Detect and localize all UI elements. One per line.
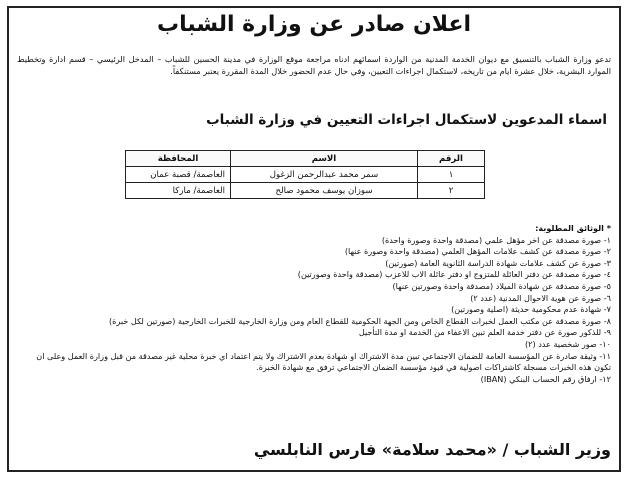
row-number: ١ [418,167,485,183]
table-row [126,167,485,183]
header-name: الاسم [231,151,418,167]
document-item: ١١- وثيقة صادرة عن المؤسسة العامة للضمان الاجتماعي تبين مدة الاشتراك او شهادة بعدم الاشتراك ولا يتم اعتماد اي خبرة محلية غير مصدقة من قبل وزارة العمل وعلى ان تكون هذه الخبرات مسجلة كاشتراكات اصولية في قيود مؤسسة الضمان الاجتماعي ترفق مع شهادة الخبرة. [36,350,611,373]
table-header-row [126,151,485,167]
invitees-heading: اسماء المدعوين لاستكمال اجراءات التعيين في وزارة الشباب [206,112,607,128]
document-item: ٦- صورة عن هوية الاحوال المدنية (عدد ٢) [470,292,611,303]
invitees-table [125,150,485,199]
minister-signature-line: وزير الشباب / «محمد سلامة» فارس النابلسي [253,440,611,459]
document-item: ٩- للذكور صورة عن دفتر خدمة العلم تبين الاعفاء من الخدمة او مدة التأجيل [358,327,611,338]
row-name: سوزان يوسف محمود صالح [231,183,418,199]
header-number: الرقم [418,151,485,167]
document-item: ٣- صورة عن كشف علامات شهادة الدراسة الثانوية العامة (صورتين) [385,257,611,268]
header-governorate: المحافظة [126,151,231,167]
document-item: ٧- شهادة عدم محكومية حديثة (اصلية وصورتين) [451,304,611,315]
document-item: ٨- صورة مصدقة عن مكتب العمل لخبرات القطاع الخاص ومن الجهة الحكومية للقطاع العام ومن وزارة الخارجية للخبرات الخارجية (صورتين لكل خبرة) [108,315,611,326]
document-item: ٤- صورة مصدقة عن دفتر العائلة للمتزوج او دفتر عائلة الاب للاعزب (مصدقة واحدة وصورتين) [297,269,611,280]
document-item: ٥- صورة مصدقة عن شهادة الميلاد (مصدقة واحدة وصورتين عنها) [392,280,611,291]
announcement-frame [7,6,621,472]
required-documents [17,223,611,385]
document-item: ١- صورة مصدقة عن اخر مؤهل علمي (مصدقة واحدة وصورة واحدة) [381,234,611,245]
table-row [126,183,485,199]
announcement-title: اعلان صادر عن وزارة الشباب [156,12,472,37]
documents-heading: * الوثائق المطلوبة: [535,223,611,233]
document-item: ١٠- صور شخصية عدد (٢) [524,338,611,349]
document-item: ٢- صورة مصدقة عن كشف علامات المؤهل العلمي (مصدقة واحدة وصورة عنها) [344,246,611,257]
row-name: سمر محمد عبدالرحمن الزغول [231,167,418,183]
row-number: ٢ [418,183,485,199]
document-item: ١٢- ارفاق رقم الحساب البنكي (IBAN) [480,373,611,384]
row-governorate: العاصمة/ قصبة عمان [126,167,231,183]
intro-paragraph: تدعو وزارة الشباب بالتنسيق مع ديوان الخدمة المدنية من الواردة اسمائهم ادناه مراجعة موقع الوزارة في مدينة الحسين للشباب – المدخل الرئيسي – قسم ادارة وتخطيط الموارد البشرية، خلال عشرة ايام من تاريخه، لاستكمال اجراءات التعيين، وفي حال عدم الحضور خلال المدة المقررة يعتبر مستنكفاً. [17,54,611,76]
row-governorate: العاصمة/ ماركا [126,183,231,199]
